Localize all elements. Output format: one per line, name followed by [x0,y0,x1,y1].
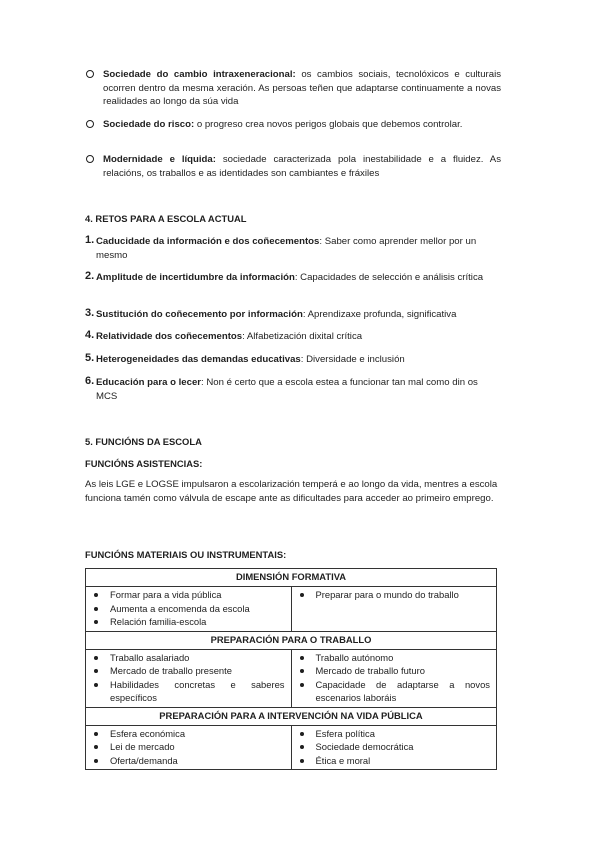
list-item [85,330,501,344]
circle-item-risco [103,118,501,132]
circle-item-modernidade [103,153,501,180]
list-item [85,271,501,285]
list-item: Sociedade democrática [316,740,491,754]
list-item: Ética e moral [316,754,491,768]
table-cell-left [86,587,292,632]
item-description: : Diversidade e inclusión [300,354,405,365]
list-item: Relación familia-escola [110,615,285,629]
functions-table [85,568,497,770]
list-item: Lei de mercado [110,740,285,754]
list-item: Esfera política [316,727,491,741]
term-description: o progreso crea novos perigos globais que debemos controlar. [194,119,463,130]
item-description: : Saber como aprender mellor por un mesmo [96,236,477,261]
item-number: 6. [85,375,95,387]
subtitle-materiais: FUNCIÓNS MATERIAIS OU INSTRUMENTAIS: [85,549,287,560]
item-label: Amplitude de incertidumbre da información [96,272,295,283]
table-cell-left [86,649,292,707]
subtitle-asistencias: FUNCIÓNS ASISTENCIAS: [85,458,203,469]
term-description: os cambios sociais, tecnolóxicos e culturais ocorren dentro da mesma xeración. As persoas teñen que adaptarse continuamente a novas realidades ao longo da súa vida [103,69,501,107]
item-description: : Alfabetización dixital crítica [242,331,363,342]
item-label: Educación para o lecer [96,377,202,388]
item-label: Relatividade dos coñecementos [96,331,243,342]
item-number: 5. [85,352,95,364]
circle-bullet-icon [86,120,94,128]
item-label: Sustitución do coñecemento por información [96,309,303,320]
item-label: Heterogeneidades das demandas educativas [96,354,301,365]
table-cell-right [291,649,497,707]
list-item: Traballo autónomo [316,651,491,665]
list-item: Aumenta a encomenda da escola [110,602,285,616]
list-item: Mercado de traballo presente [110,664,285,678]
item-description: : Aprendizaxe profunda, significativa [302,309,457,320]
list-item: Esfera económica [110,727,285,741]
circle-bullet-icon [86,70,94,78]
term-description: sociedade caracterizada pola inestabilidade e a fluidez. As relacións, os traballos e as identidades son cambiantes e fráxiles [103,154,501,179]
asistencias-paragraph: As leis LGE e LOGSE impulsaron a escolarización temperá e ao longo da vida, mentres a escola funciona tamén como válvula de escape ante as dificultades para acceder ao primeiro emprego. [85,479,498,504]
item-number: 3. [85,307,95,319]
list-item [85,235,501,262]
circle-bullet-icon [86,155,94,163]
list-item: Habilidades concretas e saberes específicos [110,678,285,703]
list-item: Traballo asalariado [110,651,285,665]
item-label: Caducidade da información e dos coñecementos [96,236,320,247]
list-item: Oferta/demanda [110,754,285,768]
table-cell-right [291,587,497,632]
item-description: : Non é certo que a escola estea a funcionar tan mal como din os MCS [96,377,478,402]
term-label: Modernidade e líquida: [103,154,216,165]
item-number: 2. [85,270,95,282]
term-label: Sociedade do risco: [103,119,195,130]
circle-item-cambio [103,68,501,109]
table-header: PREPARACIÓN PARA A INTERVENCIÓN NA VIDA PÚBLICA [86,707,497,725]
table-header: PREPARACIÓN PARA O TRABALLO [86,631,497,649]
item-number: 4. [85,329,95,341]
list-item: Formar para a vida pública [110,588,285,602]
term-label: Sociedade do cambio intraxeneracional: [103,69,296,80]
section-5-title: 5. FUNCIÓNS DA ESCOLA [85,436,202,447]
list-item [85,376,501,403]
list-item: Capacidade de adaptarse a novos escenarios laboráis [315,678,490,703]
list-item [85,353,501,367]
list-item [85,308,501,322]
table-cell-right [291,725,497,770]
list-item: Preparar para o mundo do traballo [316,588,491,602]
item-number: 1. [85,234,95,246]
table-cell-left [86,725,292,770]
item-description: : Capacidades de selección e análisis crítica [294,272,484,283]
list-item: Mercado de traballo futuro [316,664,491,678]
table-header: DIMENSIÓN FORMATIVA [86,569,497,587]
section-4-title: 4. RETOS PARA A ESCOLA ACTUAL [85,213,247,224]
